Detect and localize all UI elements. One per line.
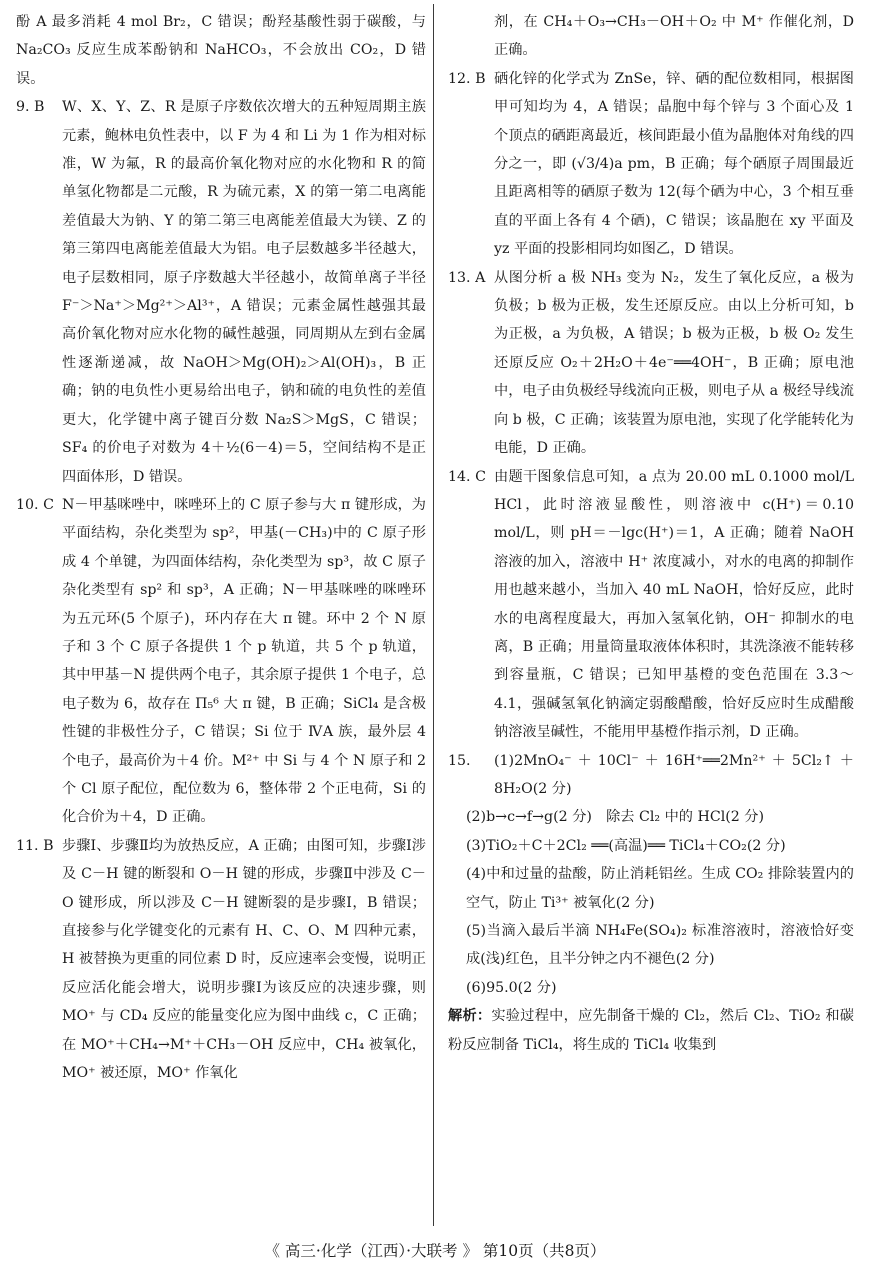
answer-9-explanation: W、X、Y、Z、R 是原子序数依次增大的五种短周期主族元素，鲍林电负性表中，以 F 为 4 和 Li 为 1 作为相对标准，W 为氟，R 的最高价氧化物对应的水化物和 R 的简单氢化物都是二元酸，R 为硫元素，X 的第一第二电离能差值最大为钠、Y 的第二第三电离能差值最大为镁、Z 的第三第四电离能差值最大为铝。电子层数越多半径越大，电子层数相同，原子序数越大半径越小，故简单离子半径 F⁻＞Na⁺＞Mg²⁺＞Al³⁺，A 错误；元素金属性越强其最高价氧化物对应水化物的碱性越强，同周期从左到右金属性逐渐递减，故 NaOH＞Mg(OH)₂＞Al(OH)₃，B 正确；钠的电负性小更易给出电子，钠和硫的电负性的差值更大，化学键中离子键百分数 Na₂S＞MgS，C 错误；SF₄ 的价电子对数为 4＋½(6－4)＝5，空间结构不是正四面体形，D 错误。 bbox=[62, 99, 426, 485]
page-footer: 《 高三·化学（江西）·大联考 》 第10页（共8页） bbox=[264, 1242, 606, 1260]
q11-continuation: 剂，在 CH₄＋O₃→CH₃－OH＋O₂ 中 M⁺ 作催化剂，D 正确。 bbox=[494, 14, 854, 59]
answer-15 bbox=[448, 747, 854, 804]
answer-11-number: 11. B bbox=[16, 837, 54, 854]
left-column bbox=[16, 8, 426, 1087]
answer-14-number: 14. C bbox=[448, 468, 486, 485]
answer-12-number: 12. B bbox=[448, 70, 486, 87]
answer-15-part-6: (6)95.0(2 分) bbox=[466, 979, 557, 996]
answer-15-part-5: (5)当滴入最后半滴 NH₄Fe(SO₄)₂ 标准溶液时，溶液恰好变成(浅)红色，且半分钟之内不褪色(2 分) bbox=[466, 923, 854, 968]
answer-14-explanation: 由题干图象信息可知，a 点为 20.00 mL 0.1000 mol/L HCl，此时溶液显酸性，则溶液中 c(H⁺)＝0.10 mol/L，则 pH＝－lgc(H⁺)＝1，A 正确；随着 NaOH 溶液的加入，溶液中 H⁺ 浓度减小，对水的电离的抑制作用也越来越小，当加入 40 mL NaOH，恰好反应，此时水的电离程度最大，再加入氢氧化钠，OH⁻ 抑制水的电离，B 正确；用量筒量取液体体积时，其洗涤液不能转移到容量瓶，C 错误；已知甲基橙的变色范围在 3.3～4.1，强碱氢氧化钠滴定弱酸醋酸，恰好反应时生成醋酸钠溶液呈碱性，不能用甲基橙作指示剂，D 正确。 bbox=[494, 468, 854, 741]
right-column bbox=[448, 8, 854, 1059]
column-divider bbox=[433, 4, 434, 1226]
answer-13 bbox=[448, 264, 854, 463]
answer-10-number: 10. C bbox=[16, 496, 54, 513]
answer-14 bbox=[448, 463, 854, 747]
answer-15-analysis bbox=[448, 1002, 854, 1059]
answer-15-part-3: (3)TiO₂＋C＋2Cl₂ ══(高温)══ TiCl₄＋CO₂(2 分) bbox=[466, 837, 786, 854]
answer-13-number: 13. A bbox=[448, 269, 486, 286]
answer-15-part-2: (2)b→c→f→g(2 分) 除去 Cl₂ 中的 HCl(2 分) bbox=[466, 809, 765, 826]
answer-12 bbox=[448, 65, 854, 264]
answer-9 bbox=[16, 93, 426, 491]
answer-11-explanation: 步骤Ⅰ、步骤Ⅱ均为放热反应，A 正确；由图可知，步骤Ⅰ涉及 C－H 键的断裂和 O－H 键的形成，步骤Ⅱ中涉及 C－O 键形成，所以涉及 C－H 键断裂的是步骤Ⅰ，B 错误；直接参与化学键变化的元素有 H、C、O、M 四种元素，H 被替换为更重的同位素 D 时，反应速率会变慢，说明正反应活化能会增大，说明步骤Ⅰ为该反应的决速步骤，则 MO⁺ 与 CD₄ 反应的能量变化应为图中曲线 c，C 正确；在 MO⁺＋CH₄→M⁺＋CH₃－OH 反应中，CH₄ 被氧化，MO⁺ 被还原，MO⁺ 作氧化 bbox=[62, 837, 426, 1082]
answer-10-explanation: N－甲基咪唑中，咪唑环上的 C 原子参与大 π 键形成，为平面结构，杂化类型为 sp²，甲基(－CH₃)中的 C 原子形成 4 个单键，为四面体结构，杂化类型为 sp³，故 C 原子杂化类型有 sp² 和 sp³，A 正确；N－甲基咪唑的咪唑环为五元环(5 个原子)，环内存在大 π 键。环中 2 个 N 原子和 3 个 C 原子各提供 1 个 p 轨道，共 5 个 p 轨道，其中甲基－N 提供两个电子，其余原子提供 1 个电子，总电子数为 6，故存在 Π₅⁶ 大 π 键，B 正确；SiCl₄ 是含极性键的非极性分子，C 错误；Si 位于 ⅣA 族，最外层 4 个电子，最高价为＋4 价。M²⁺ 中 Si 与 4 个 N 原子和 2 个 Cl 原子配位，配位数为 6，整体带 2 个正电荷，Si 的化合价为＋4，D 正确。 bbox=[62, 496, 427, 826]
answer-12-explanation: 硒化锌的化学式为 ZnSe，锌、硒的配位数相同，根据图甲可知均为 4，A 错误；晶胞中每个锌与 3 个面心及 1 个顶点的硒距离最近，核间距最小值为晶胞体对角线的四分之一，即 (√3/4)a pm，B 正确；每个硒原子周围最近且距离相等的硒原子数为 12(每个硒为中心，3 个相互垂直的平面上各有 4 个硒)，C 错误；该晶胞在 xy 平面及 yz 平面的投影相同均如图乙，D 错误。 bbox=[494, 70, 854, 258]
answer-9-number: 9. B bbox=[16, 99, 45, 116]
answer-11 bbox=[16, 832, 426, 1088]
answer-13-explanation: 从图分析 a 极 NH₃ 变为 N₂，发生了氧化反应，a 极为负极；b 极为正极，发生还原反应。由以上分析可知，b 为正极，a 为负极，A 错误；b 极为正极，b 极 O₂ 发生还原反应 O₂＋2H₂O＋4e⁻══4OH⁻，B 正确；原电池中，电子由负极经导线流向正极，则电子从 a 极经导线流向 b 极，C 正确；该装置为原电池，实现了化学能转化为电能，D 正确。 bbox=[494, 269, 854, 457]
answer-15-part-4: (4)中和过量的盐酸，防止消耗铝丝。生成 CO₂ 排除装置内的空气，防止 Ti³⁺ 被氧化(2 分) bbox=[466, 866, 854, 911]
analysis-label: 解析： bbox=[448, 1008, 492, 1025]
q8-continuation: 酚 A 最多消耗 4 mol Br₂，C 错误；酚羟基酸性弱于碳酸，与 Na₂CO₃ 反应生成苯酚钠和 NaHCO₃，不会放出 CO₂，D 错误。 bbox=[16, 14, 426, 87]
answer-10 bbox=[16, 491, 426, 832]
answer-15-part-1: (1)2MnO₄⁻＋10Cl⁻＋16H⁺══2Mn²⁺＋5Cl₂↑＋8H₂O(2 分) bbox=[494, 752, 854, 797]
answer-15-number: 15. bbox=[448, 752, 471, 769]
analysis-text: 实验过程中，应先制备干燥的 Cl₂，然后 Cl₂、TiO₂ 和碳粉反应制备 TiCl₄，将生成的 TiCl₄ 收集到 bbox=[448, 1008, 854, 1053]
